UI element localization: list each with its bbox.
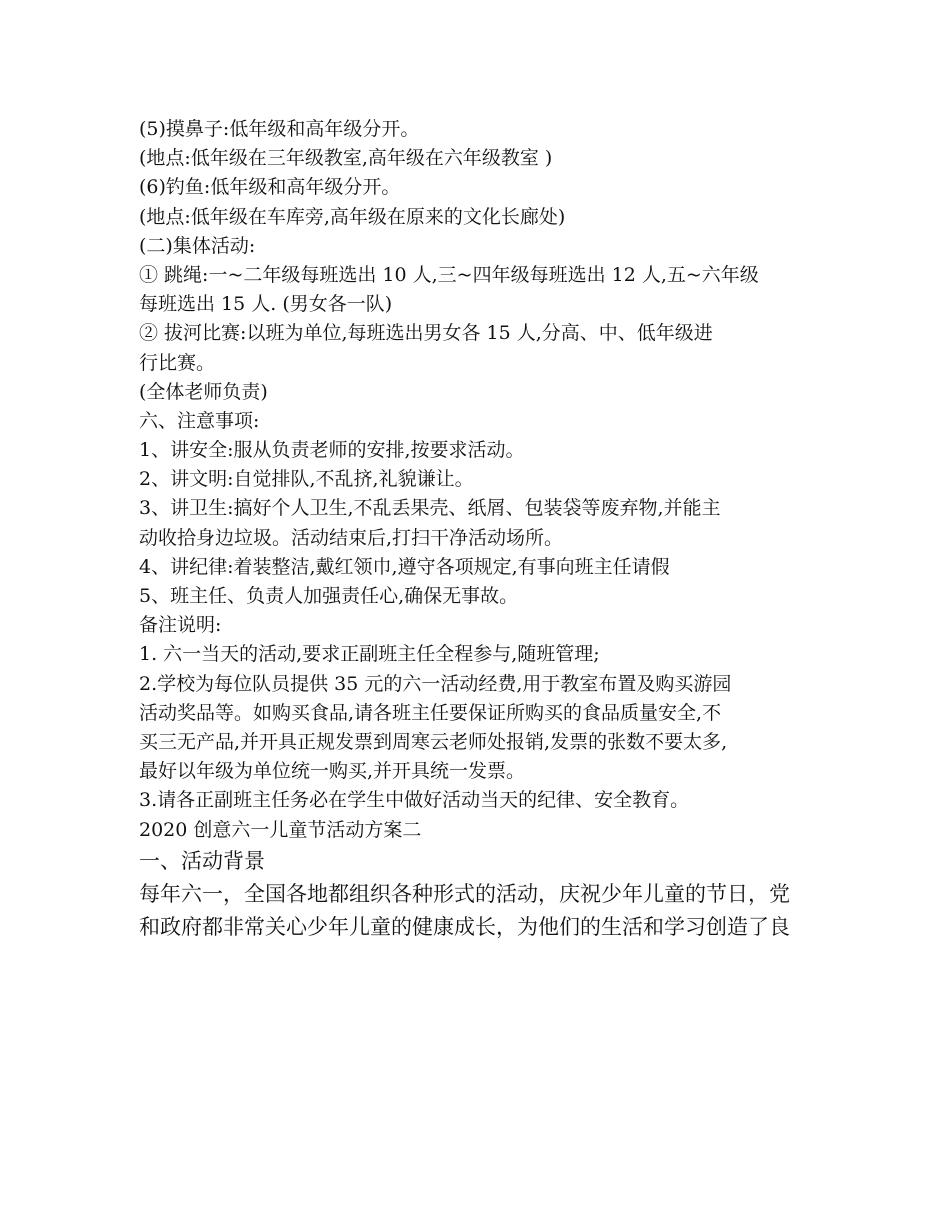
- text-line: 行比赛。: [139, 351, 216, 374]
- text-line: 和政府都非常关心少年儿童的健康成长，为他们的生活和学习创造了良: [139, 914, 790, 939]
- text-line: 2、讲文明:自觉排队,不乱挤,礼貌谦让。: [139, 468, 474, 491]
- section-heading: 备注说明:: [139, 614, 222, 637]
- text-line: (5)摸鼻子:低年级和高年级分开。: [139, 118, 420, 140]
- text-line: 每年六一，全国各地都组织各种形式的活动，庆祝少年儿童的节日，党: [139, 881, 790, 906]
- text-line: (地点:低年级在三年级教室,高年级在六年级教室 ): [139, 147, 553, 170]
- text-line: 1. 六一当天的活动,要求正副班主任全程参与,随班管理;: [139, 643, 600, 666]
- text-line: 2.学校为每位队员提供 35 元的六一活动经费,用于教室布置及购买游园: [139, 672, 732, 695]
- text-line: 活动奖品等。如购买食品,请各班主任要保证所购买的食品质量安全,不: [139, 701, 722, 724]
- text-line: (地点:低年级在车库旁,高年级在原来的文化长廊处): [139, 205, 566, 228]
- text-line: ② 拔河比赛:以班为单位,每班选出男女各 15 人,分高、中、低年级进: [139, 322, 713, 345]
- text-line: (全体老师负责): [139, 380, 268, 403]
- text-line: 每班选出 15 人. (男女各一队): [139, 293, 393, 316]
- text-line: 1、讲安全:服从负责老师的安排,按要求活动。: [139, 439, 525, 462]
- text-line: 4、讲纪律:着装整洁,戴红领巾,遵守各项规定,有事向班主任请假: [139, 555, 670, 578]
- text-line: 3.请各正副班主任务必在学生中做好活动当天的纪律、安全教育。: [139, 789, 690, 812]
- text-line: 3、讲卫生:搞好个人卫生,不乱丢果壳、纸屑、包装袋等废弃物,并能主: [139, 497, 721, 520]
- section-heading: 六、注意事项:: [139, 409, 260, 432]
- text-line: 5、班主任、负责人加强责任心,确保无事故。: [139, 585, 519, 607]
- text-line: 最好以年级为单位统一购买,并开具统一发票。: [139, 760, 526, 783]
- section-heading: 一、活动背景: [139, 848, 265, 873]
- text-line: 买三无产品,并开具正规发票到周寒云老师处报销,发票的张数不要太多,: [139, 730, 728, 753]
- text-line: (二)集体活动:: [139, 234, 256, 257]
- text-line: (6)钓鱼:低年级和高年级分开。: [139, 176, 401, 199]
- document-body: [139, 115, 829, 944]
- text-line: 动收拾身边垃圾。活动结束后,打扫干净活动场所。: [139, 526, 564, 549]
- document-subtitle: 2020 创意六一儿童节活动方案二: [139, 818, 422, 841]
- text-line: ① 跳绳:一~二年级每班选出 10 人,三~四年级每班选出 12 人,五~六年级: [139, 263, 759, 286]
